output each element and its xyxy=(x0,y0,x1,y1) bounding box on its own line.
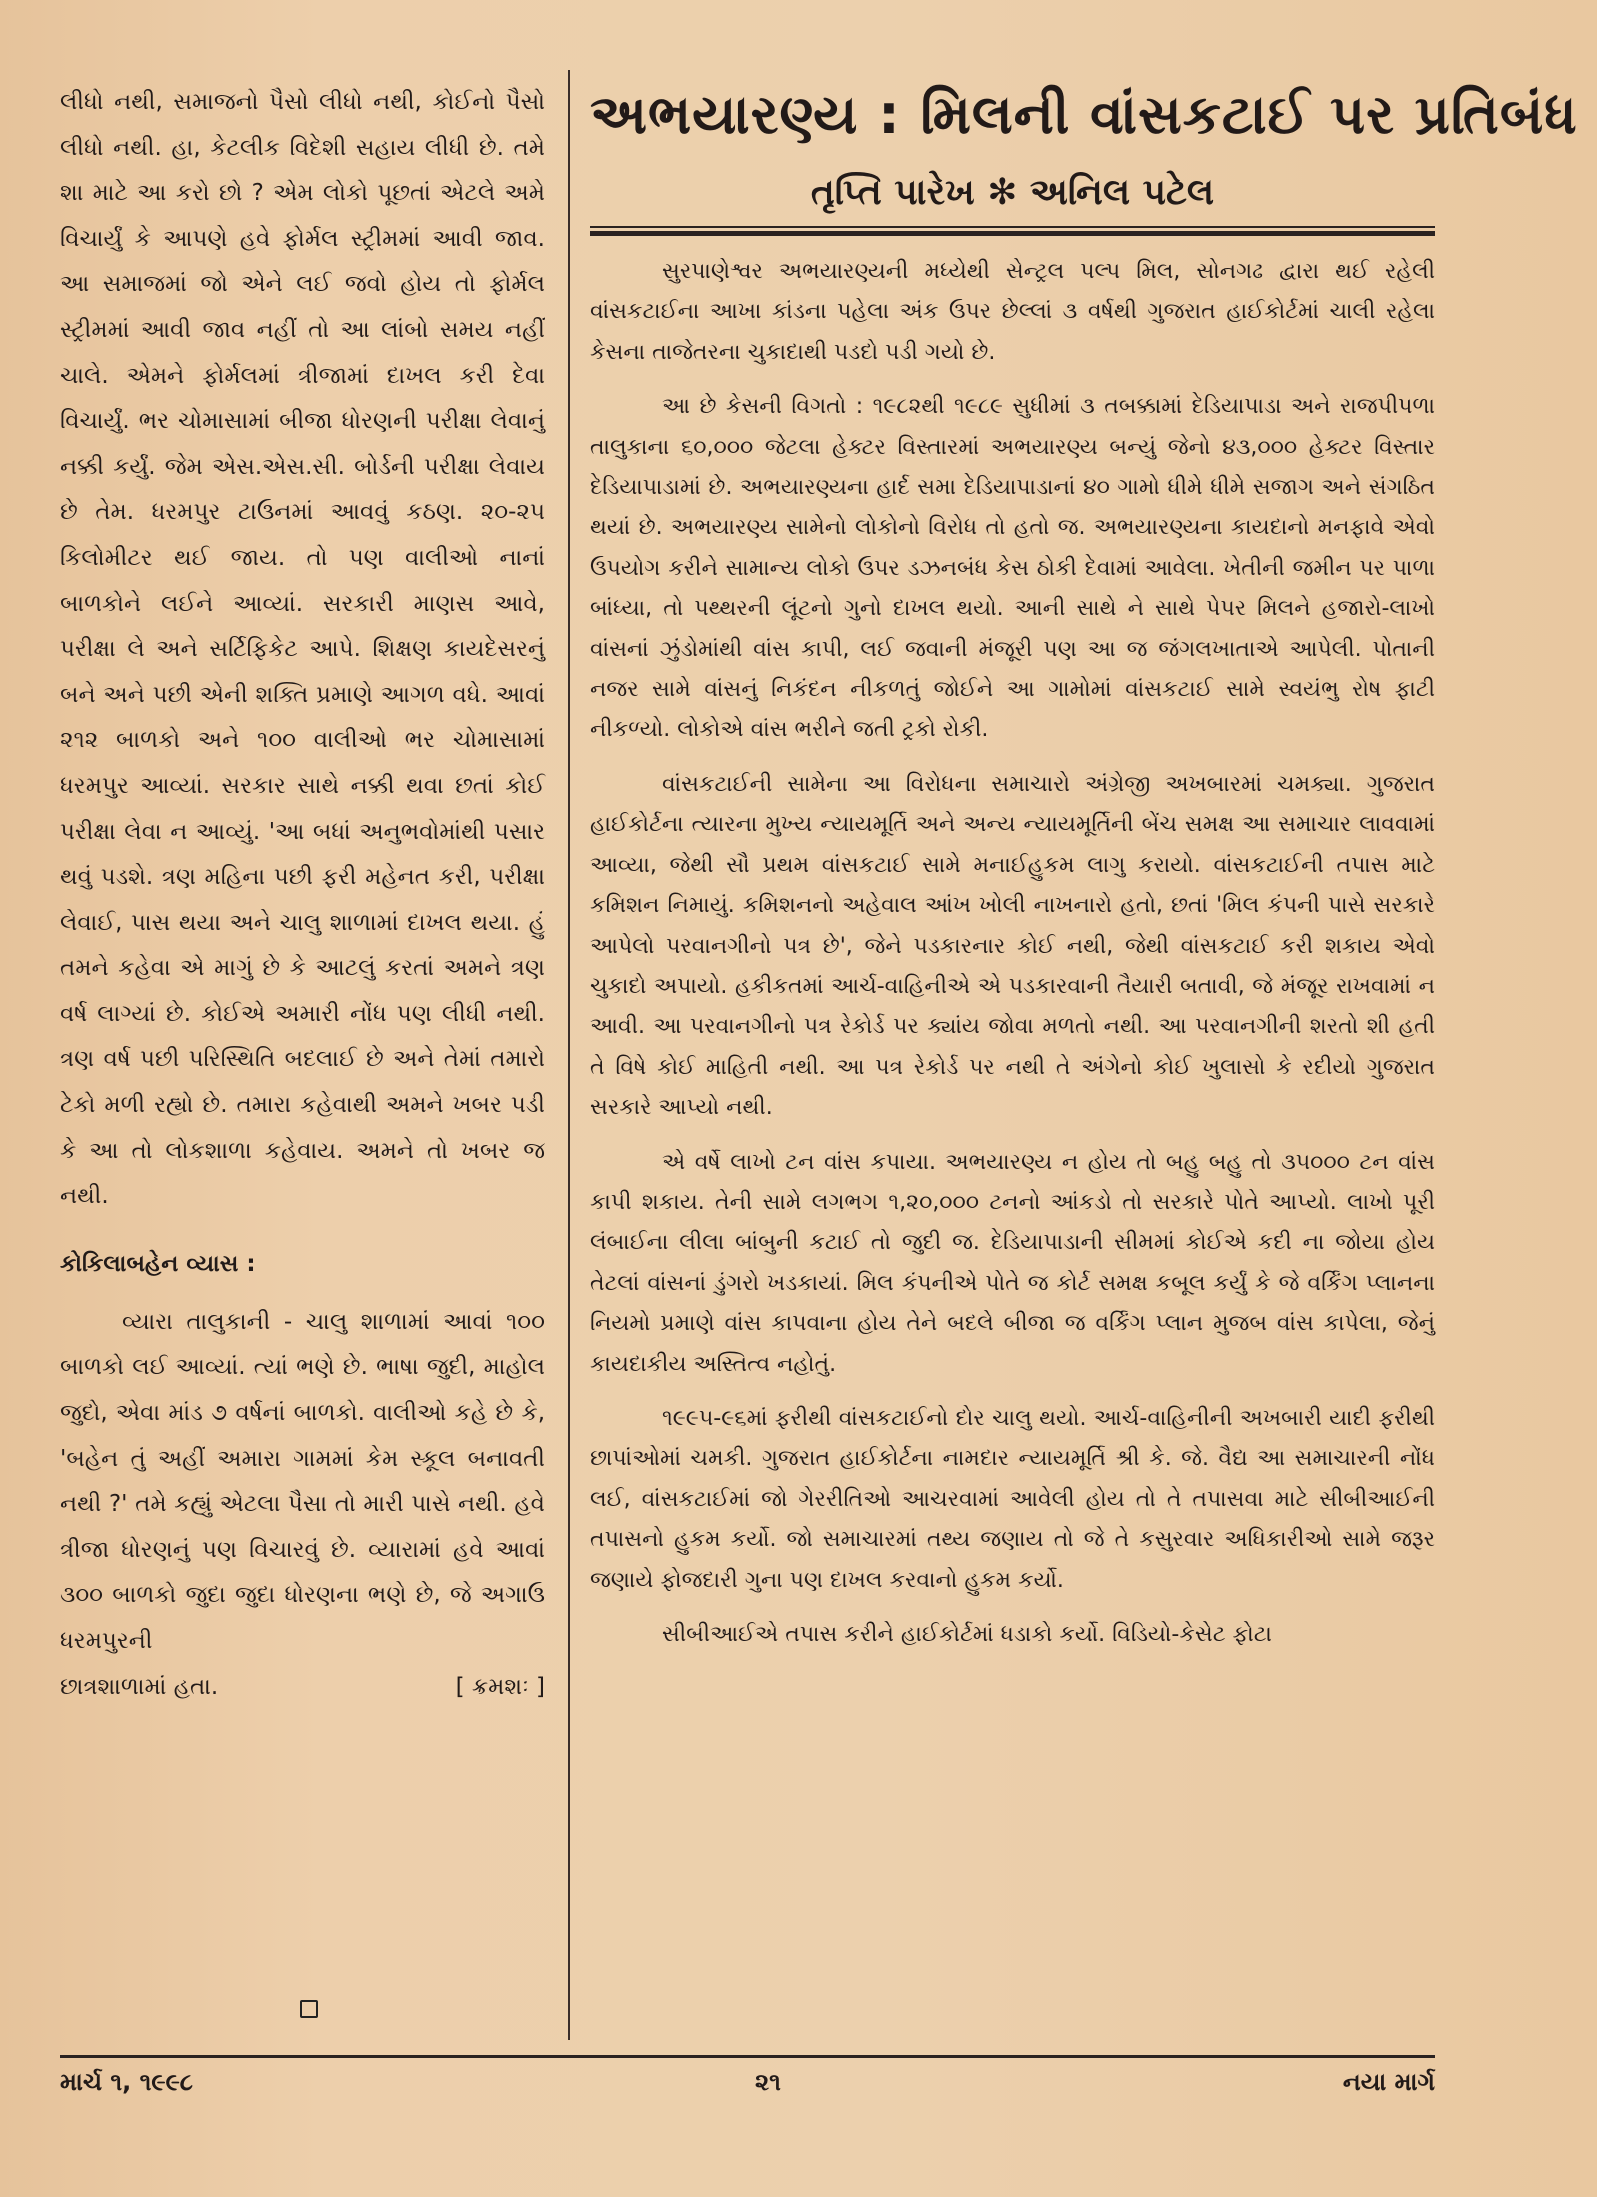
footer-date: માર્ચ ૧, ૧૯૯૮ xyxy=(60,2068,193,2096)
byline-rule-thick xyxy=(590,231,1435,236)
article-paragraph: સુરપાણેશ્વર અભયારણ્યની મધ્યેથી સેન્ટ્રલ પલ્પ મિલ, સોનગઢ દ્વારા થઈ રહેલી વાંસકટાઈના આખા કાંડના પહેલા અંક ઉપર છેલ્લાં ૩ વર્ષથી ગુજરાત હાઈકોર્ટમાં ચાલી રહેલા કેસના તાજેતરના ચુકાદાથી પડદો પડી ગયો છે. xyxy=(590,259,1435,365)
footer-rule xyxy=(60,2055,1435,2058)
article-byline: તૃપ્તિ પારેખ ✻ અનિલ પટેલ xyxy=(810,172,1215,213)
article-paragraph: એ વર્ષે લાખો ટન વાંસ કપાયા. અભયારણ્ય ન હોય તો બહુ બહુ તો ૩૫૦૦૦ ટન વાંસ કાપી શકાય. તેની સામે લગભગ ૧,૨૦,૦૦૦ ટનનો આંકડો તો સરકારે પોતે આપ્યો. લાખો પૂરી લંબાઈના લીલા બાંબુની કટાઈ તો જુદી જ. દેડિયાપાડાની સીમમાં કોઈએ કદી ના જોયા હોય તેટલાં વાંસનાં ડુંગરો ખડકાયાં. મિલ કંપનીએ પોતે જ કોર્ટ સમક્ષ કબૂલ કર્યું કે જે વર્કિંગ પ્લાનના નિયમો પ્રમાણે વાંસ કાપવાના હોય તેને બદલે બીજા જ વર્કિંગ પ્લાન મુજબ વાંસ કાપેલા, જેનું કાયદાકીય અસ્તિત્વ નહોતું. xyxy=(590,1149,1435,1377)
left-column xyxy=(60,80,545,1710)
byline-rule-thin xyxy=(590,226,1435,228)
speaker-name: કોકિલાબહેન વ્યાસ : xyxy=(60,1250,256,1277)
article-headline: અભયારણ્ય : મિલની વાંસકટાઈ પર પ્રતિબંધ xyxy=(590,83,1578,146)
article-paragraph: વાંસકટાઈની સામેના આ વિરોધના સમાચારો અંગ્રેજી અખબારમાં ચમક્યા. ગુજરાત હાઈકોર્ટના ત્યારના મુખ્ય ન્યાયમૂર્તિ અને અન્ય ન્યાયમૂર્તિની બેંચ સમક્ષ આ સમાચાર લાવવામાં આવ્યા, જેથી સૌ પ્રથમ વાંસકટાઈ સામે મનાઈહુકમ લાગુ કરાયો. વાંસકટાઈની તપાસ માટે કમિશન નિમાયું. કમિશનનો અહેવાલ આંખ ખોલી નાખનારો હતો, છતાં 'મિલ કંપની પાસે સરકારે આપેલો પરવાનગીનો પત્ર છે', જેને પડકારનાર કોઈ નથી, જેથી વાંસકટાઈ કરી શકાય એવો ચુકાદો અપાયો. હકીકતમાં આર્ચ-વાહિનીએ એ પડકારવાની તૈયારી બતાવી, જે મંજૂર રાખવામાં ન આવી. આ પરવાનગીનો પત્ર રેકોર્ડ પર ક્યાંય જોવા મળતો નથી. આ પરવાનગીની શરતો શી હતી તે વિષે કોઈ માહિતી નથી. આ પત્ર રેકોર્ડ પર નથી તે અંગેનો કોઈ ખુલાસો કે રદીયો ગુજરાત સરકારે આપ્યો નથી. xyxy=(590,771,1435,1121)
article-paragraph: ૧૯૯૫-૯૬માં ફરીથી વાંસકટાઈનો દોર ચાલુ થયો. આર્ચ-વાહિનીની અખબારી યાદી ફરીથી છાપાંઓમાં ચમકી. ગુજરાત હાઈકોર્ટના નામદાર ન્યાયમૂર્તિ શ્રી કે. જે. વૈદ્ય આ સમાચારની નોંધ લઈ, વાંસકટાઈમાં જો ગેરરીતિઓ આચરવામાં આવેલી હોય તો તે તપાસવા માટે સીબીઆઈની તપાસનો હુકમ કર્યો. જો સમાચારમાં તથ્ય જણાય તો જે તે કસુરવાર અધિકારીઓ સામે જરૂર જણાયે ફોજદારી ગુના પણ દાખલ કરવાનો હુકમ કર્યો. xyxy=(590,1405,1435,1593)
left-paragraph-1: લીધો નથી, સમાજનો પૈસો લીધો નથી, કોઈનો પૈસો લીધો નથી. હા, કેટલીક વિદેશી સહાય લીધી છે. તમે શા માટે આ કરો છો ? એમ લોકો પૂછતાં એટલે અમે વિચાર્યું કે આપણે હવે ફોર્મલ સ્ટ્રીમમાં આવી જાવ. આ સમાજમાં જો એને લઈ જવો હોય તો ફોર્મલ સ્ટ્રીમમાં આવી જાવ નહીં તો આ લાંબો સમય નહીં ચાલે. એમને ફોર્મલમાં ત્રીજામાં દાખલ કરી દેવા વિચાર્યું. ભર ચોમાસામાં બીજા ધોરણની પરીક્ષા લેવાનું નક્કી કર્યું. જેમ એસ.એસ.સી. બોર્ડની પરીક્ષા લેવાય છે તેમ. ધરમપુર ટાઉનમાં આવવું કઠણ. ૨૦-૨૫ કિલોમીટર થઈ જાય. તો પણ વાલીઓ નાનાં બાળકોને લઈને આવ્યાં. સરકારી માણસ આવે, પરીક્ષા લે અને સર્ટિફિકેટ આપે. શિક્ષણ કાયદેસરનું બને અને પછી એની શક્તિ પ્રમાણે આગળ વધે. આવાં ૨૧૨ બાળકો અને ૧૦૦ વાલીઓ ભર ચોમાસામાં ધરમપુર આવ્યાં. સરકાર સાથે નક્કી થવા છતાં કોઈ પરીક્ષા લેવા ન આવ્યું. 'આ બધાં અનુભવોમાંથી પસાર થવું પડશે. ત્રણ મહિના પછી ફરી મહેનત કરી, પરીક્ષા લેવાઈ, પાસ થયા અને ચાલુ શાળામાં દાખલ થયા. હું તમને કહેવા એ માગું છે કે આટલું કરતાં અમને ત્રણ વર્ષ લાગ્યાં છે. કોઈએ અમારી નોંધ પણ લીધી નથી. ત્રણ વર્ષ પછી પરિસ્થિતિ બદલાઈ છે અને તેમાં તમારો ટેકો મળી રહ્યો છે. તમારા કહેવાથી અમને ખબર પડી કે આ તો લોકશાળા કહેવાય. અમને તો ખબર જ નથી. xyxy=(60,89,545,1210)
continued-row xyxy=(60,1665,545,1711)
article-column xyxy=(590,80,1578,1669)
continued-marker: [ ક્રમશઃ ] xyxy=(455,1673,545,1700)
article-paragraph: આ છે કેસની વિગતો : ૧૯૮૨થી ૧૯૮૯ સુધીમાં ૩ તબક્કામાં દેડિયાપાડા અને રાજપીપળા તાલુકાના ૬૦,૦૦૦ જેટલા હેક્ટર વિસ્તારમાં અભયારણ્ય બન્યું જેનો ૪૩,૦૦૦ હેક્ટર વિસ્તાર દેડિયાપાડામાં છે. અભયારણ્યના હાર્દ સમા દેડિયાપાડાનાં ૪૦ ગામો ધીમે ધીમે સજાગ અને સંગઠિત થયાં છે. અભયારણ્ય સામેનો લોકોનો વિરોધ તો હતો જ. અભયારણ્યના કાયદાનો મનફાવે એવો ઉપયોગ કરીને સામાન્ય લોકો ઉપર ડઝનબંધ કેસ ઠોકી દેવામાં આવેલા. ખેતીની જમીન પર પાળા બાંધ્યા, તો પથ્થરની લૂંટનો ગુનો દાખલ થયો. આની સાથે ને સાથે પેપર મિલને હજારો-લાખો વાંસનાં ઝુંડોમાંથી વાંસ કાપી, લઈ જવાની મંજૂરી પણ આ જ જંગલખાતાએ આપેલી. પોતાની નજર સામે વાંસનું નિકંદન નીકળતું જોઈને આ ગામોમાં વાંસકટાઈ સામે સ્વયંભુ રોષ ફાટી નીકળ્યો. લોકોએ વાંસ ભરીને જતી ટ્રકો રોકી. xyxy=(590,394,1435,743)
column-divider xyxy=(568,70,570,2040)
left-last-line: છાત્રશાળામાં હતા. xyxy=(60,1673,219,1700)
page-footer xyxy=(60,2068,1435,2096)
article-paragraph: સીબીઆઈએ તપાસ કરીને હાઈકોર્ટમાં ધડાકો કર્યો. વિડિયો-કેસેટ ફોટા xyxy=(662,1622,1272,1647)
end-mark-icon xyxy=(300,2000,318,2018)
left-paragraph-2: વ્યારા તાલુકાની - ચાલુ શાળામાં આવાં ૧૦૦ બાળકો લઈ આવ્યાં. ત્યાં ભણે છે. ભાષા જુદી, માહોલ જુદો, એવા માંડ ૭ વર્ષનાં બાળકો. વાલીઓ કહે છે કે, 'બહેન તું અહીં અમારા ગામમાં કેમ સ્કૂલ બનાવતી નથી ?' તમે કહ્યું એટલા પૈસા તો મારી પાસે નથી. હવે ત્રીજા ધોરણનું પણ વિચારવું છે. વ્યારામાં હવે આવાં ૩૦૦ બાળકો જુદા જુદા ધોરણના ભણે છે, જે અગાઉ ધરમપુરની xyxy=(60,1308,545,1654)
footer-publication: નયા માર્ગ xyxy=(1342,2068,1435,2096)
footer-page-number: ૨૧ xyxy=(755,2068,781,2096)
